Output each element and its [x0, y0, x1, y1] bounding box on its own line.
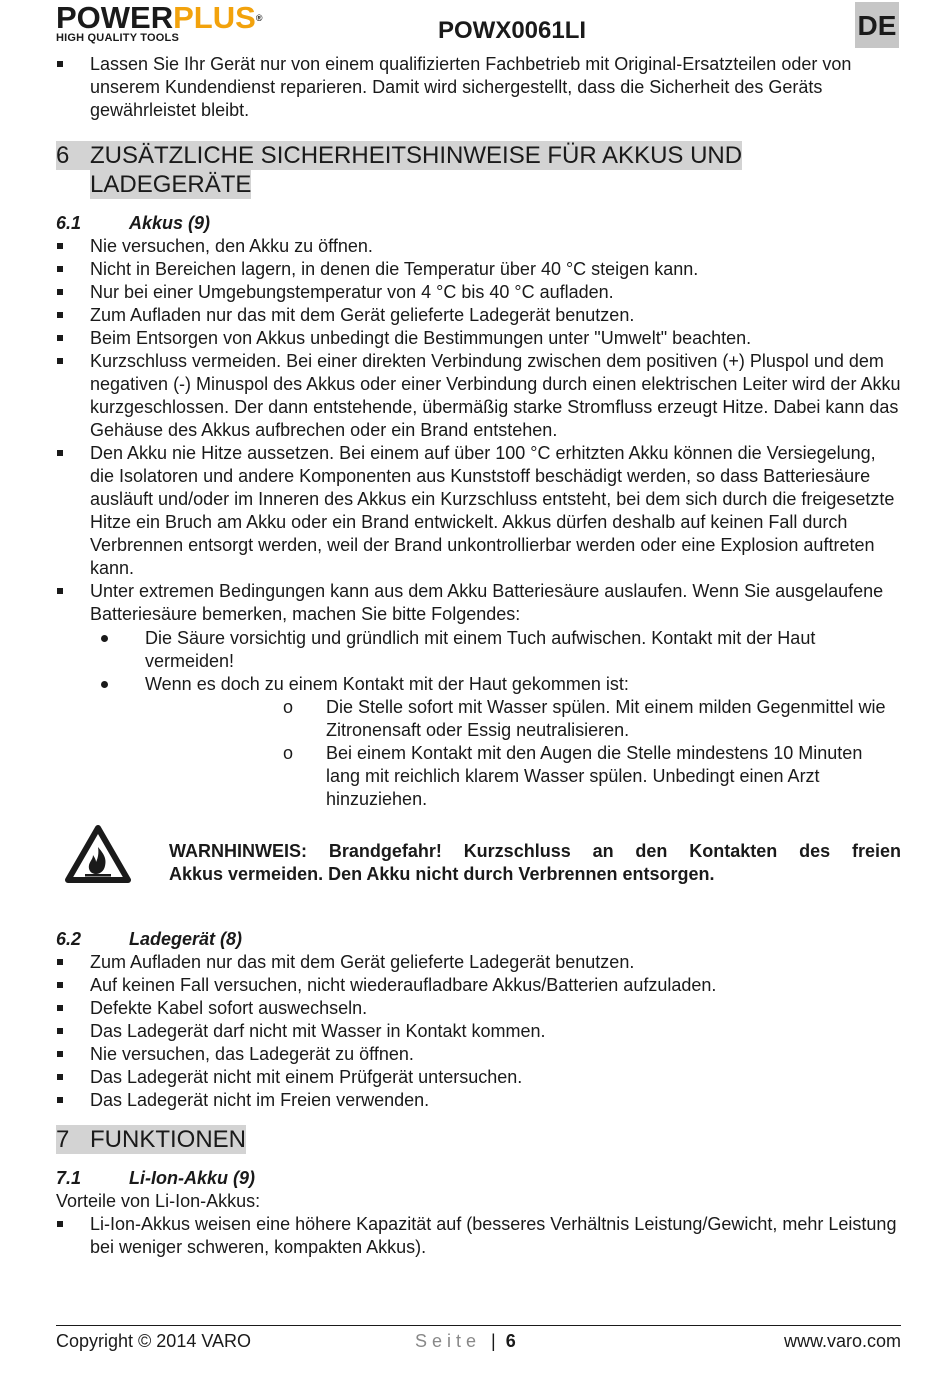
list-item: Nie versuchen, das Ladegerät zu öffnen.	[56, 1043, 901, 1066]
list-item	[56, 742, 901, 811]
subsection-title: Li-Ion-Akku (9)	[129, 1168, 255, 1188]
page-content	[56, 53, 901, 1259]
website-link[interactable]: www.varo.com	[783, 1331, 901, 1351]
list-item: Li-Ion-Akkus weisen eine höhere Kapazität auf (besseres Verhältnis Leistung/Gewicht, mehr Leistung bei weniger schweren, kompakten Akkus).	[56, 1213, 901, 1259]
model-number: POWX0061LI	[438, 17, 587, 44]
list-item: Kurzschluss vermeiden. Bei einer direkten Verbindung zwischen dem positiven (+) Pluspol und dem negativen (-) Minuspol des Akkus oder einer Verbindung durch einen elektrischen Leiter wird der Akku kurzgeschlossen. Der dann entstehende, übermäßig starke Stromfluss erzeugt Hitze. Dabei kann das Gehäuse des Akkus aufbrechen oder ein Brand entstehen.	[56, 350, 901, 442]
subsection-title: Ladegerät (8)	[129, 929, 243, 949]
section-number: 7	[56, 1126, 70, 1153]
list-item: Beim Entsorgen von Akkus unbedingt die Bestimmungen unter "Umwelt" beachten.	[56, 327, 901, 350]
akku-safety-list	[56, 235, 901, 626]
logo-tagline: HIGH QUALITY TOOLS	[56, 32, 179, 44]
list-item-text: Die Stelle sofort mit Wasser spülen. Mit einem milden Gegenmittel wie Zitronensaft oder Essig neutralisieren.	[326, 697, 886, 740]
list-item: Defekte Kabel sofort auswechseln.	[56, 997, 901, 1020]
page-footer	[56, 1331, 901, 1355]
section-title: FUNKTIONEN	[90, 1126, 246, 1153]
subsection-number: 6.1	[56, 213, 82, 233]
footer-divider	[56, 1325, 901, 1326]
subsection-number: 6.2	[56, 929, 82, 949]
list-item: Nicht in Bereichen lagern, in denen die Temperatur über 40 °C steigen kann.	[56, 258, 901, 281]
subsection-7-1-heading	[56, 1167, 901, 1190]
warning-text	[169, 840, 901, 886]
subsection-6-2-heading	[56, 928, 901, 951]
list-item: Wenn es doch zu einem Kontakt mit der Haut gekommen ist:	[56, 673, 901, 696]
subsection-title: Akkus (9)	[129, 213, 211, 233]
page-separator: |	[491, 1331, 496, 1351]
list-item-text: Bei einem Kontakt mit den Augen die Stelle mindestens 10 Minuten lang mit reichlich klarem Wasser spülen. Unbedingt einen Arzt hinzuziehen.	[326, 743, 863, 809]
logo-wordmark	[56, 2, 306, 34]
list-item: Das Ladegerät darf nicht mit Wasser in Kontakt kommen.	[56, 1020, 901, 1043]
list-item: Lassen Sie Ihr Gerät nur von einem qualifizierten Fachbetrieb mit Original-Ersatzteilen oder von unserem Kundendienst reparieren. Damit wird sichergestellt, dass die Sicherheit des Geräts gewährleistet bleibt.	[56, 53, 901, 122]
fire-warning-icon	[65, 825, 131, 883]
section-number: 6	[56, 142, 70, 169]
subsection-number: 7.1	[56, 1168, 82, 1188]
list-item: Nur bei einer Umgebungstemperatur von 4 °C bis 40 °C aufladen.	[56, 281, 901, 304]
list-item: Die Säure vorsichtig und gründlich mit einem Tuch aufwischen. Kontakt mit der Haut vermeiden!	[56, 627, 901, 673]
skin-contact-list	[56, 696, 901, 811]
list-item: Das Ladegerät nicht im Freien verwenden.	[56, 1089, 901, 1112]
section-6-heading	[56, 141, 901, 199]
section-title: ZUSÄTZLICHE SICHERHEITSHINWEISE FÜR AKKUS UND	[90, 142, 743, 169]
list-item: Das Ladegerät nicht mit einem Prüfgerät untersuchen.	[56, 1066, 901, 1089]
page-label: Seite	[415, 1331, 482, 1351]
list-item: Unter extremen Bedingungen kann aus dem Akku Batteriesäure auslaufen. Wenn Sie ausgelaufene Batteriesäure bemerken, machen Sie bitte Folgendes:	[56, 580, 901, 626]
list-marker: o	[283, 743, 294, 763]
fire-warning-block	[56, 825, 901, 907]
list-item: Nie versuchen, den Akku zu öffnen.	[56, 235, 901, 258]
subsection-intro: Vorteile von Li-Ion-Akkus:	[56, 1191, 261, 1211]
list-item: Zum Aufladen nur das mit dem Gerät gelieferte Ladegerät benutzen.	[56, 304, 901, 327]
list-item	[56, 696, 901, 742]
list-item: Zum Aufladen nur das mit dem Gerät gelieferte Ladegerät benutzen.	[56, 951, 901, 974]
logo-plus-text: PLUS	[173, 0, 256, 35]
intro-list	[56, 53, 901, 122]
page-number: 6	[505, 1331, 516, 1351]
subsection-6-1-heading	[56, 212, 901, 235]
page-indicator	[415, 1331, 516, 1352]
li-ion-advantages-list	[56, 1213, 901, 1259]
acid-steps-list	[56, 627, 901, 696]
logo-power-text: POWER	[56, 0, 174, 35]
language-badge: DE	[855, 2, 899, 48]
copyright-text: Copyright © 2014 VARO	[56, 1331, 252, 1351]
list-marker: o	[283, 697, 294, 717]
warning-line: WARNHINWEIS: Brandgefahr! Kurzschluss an den Kontakten des freien	[169, 841, 901, 861]
section-7-heading	[56, 1125, 901, 1154]
list-item: Auf keinen Fall versuchen, nicht wiederaufladbare Akkus/Batterien aufzuladen.	[56, 974, 901, 997]
list-item: Den Akku nie Hitze aussetzen. Bei einem auf über 100 °C erhitzten Akku können die Versiegelung, die Isolatoren und andere Komponenten aus Kunststoff beschädigt werden, so dass Batteriesäure ausläuft und/oder im Inneren des Akkus ein Kurzschluss entsteht, bei dem sich durch die freigesetzte Hitze ein Bruch am Akku oder ein Brand entwickelt. Akkus dürfen deshalb auf keinen Fall durch Verbrennen entsorgt werden, weil der Brand unkontrollierbar werden oder eine Explosion auftreten kann.	[56, 442, 901, 580]
page-header	[0, 0, 950, 50]
powerplus-logo	[56, 2, 306, 42]
charger-safety-list	[56, 951, 901, 1112]
warning-line: Akkus vermeiden. Den Akku nicht durch Verbrennen entsorgen.	[169, 864, 715, 884]
section-title-continued: LADEGERÄTE	[90, 171, 252, 198]
logo-registered-mark: ®	[255, 13, 263, 23]
